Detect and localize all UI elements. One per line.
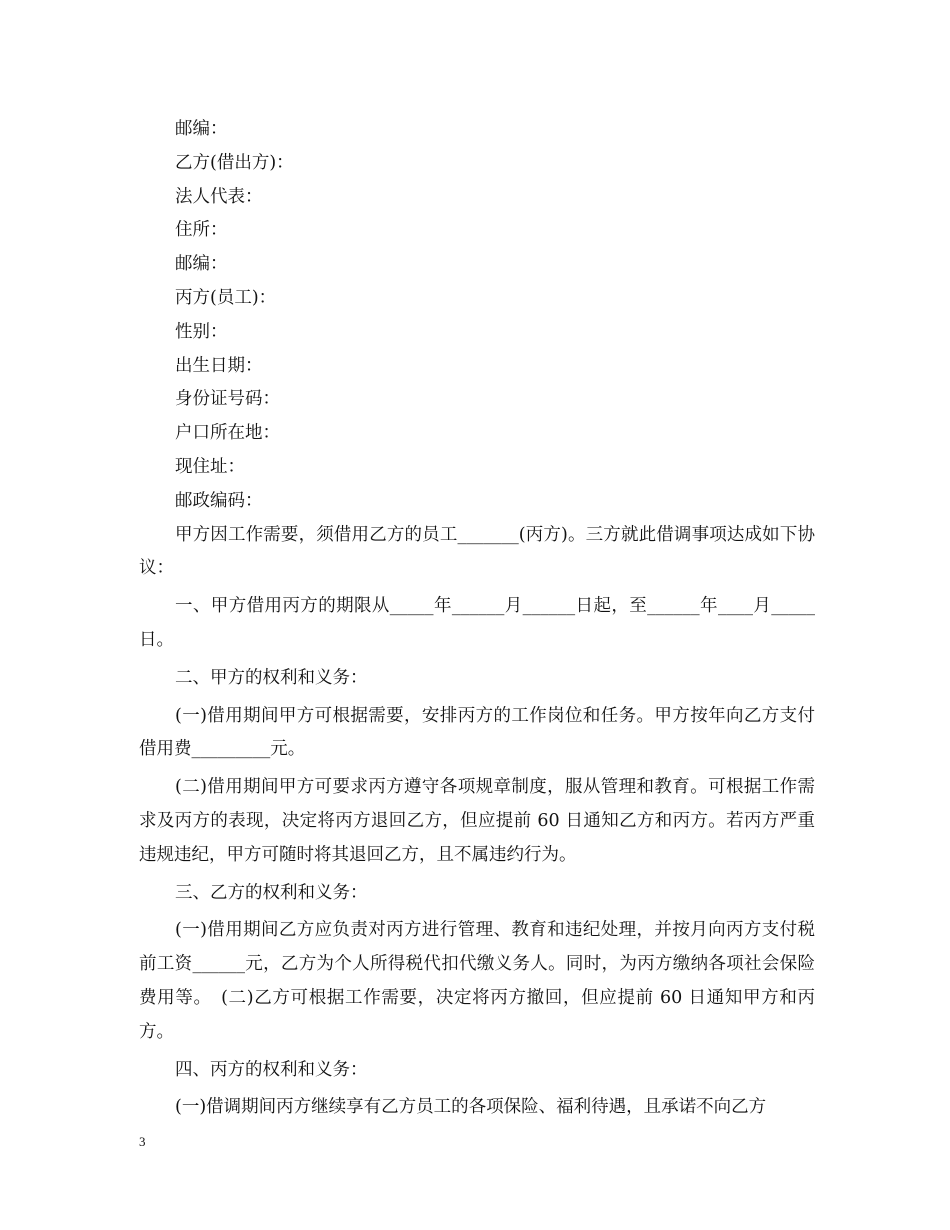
paragraph-party-b-clauses: (一)借用期间乙方应负责对丙方进行管理、教育和违纪处理，并按月向丙方支付税前工资______元，乙方为个人所得税代扣代缴义务人。同时，为丙方缴纳各项社会保险费用等。 (二)乙方可根据工作需要，决定将丙方撤回，但应提前 60 日通知甲方和丙方。: [139, 920, 815, 1042]
field-postcode-b: 邮编：: [175, 254, 228, 275]
paragraph-party-a-clause-2: (二)借用期间甲方可要求丙方遵守各项规章制度，服从管理和教育。可根据工作需求及丙方的表现，决定将丙方退回乙方，但应提前 60 日通知乙方和丙方。若丙方严重违规违纪，甲方可随时将其退回乙方，且不属违约行为。: [139, 777, 815, 865]
field-postcode-a: 邮编：: [175, 119, 228, 139]
field-birth-date: 出生日期：: [175, 355, 263, 376]
heading-party-a-rights: 二、甲方的权利和义务：: [175, 667, 368, 688]
field-household-registration: 户口所在地：: [175, 423, 280, 444]
page-number: 3: [139, 1134, 146, 1149]
field-current-address: 现住址：: [175, 456, 245, 477]
field-gender: 性别：: [175, 321, 228, 342]
paragraph-party-c-clause-1: (一)借调期间丙方继续享有乙方员工的各项保险、福利待遇，且承诺不向乙方: [175, 1097, 767, 1118]
paragraph-party-a-clause-1: (一)借用期间甲方可根据需要，安排丙方的工作岗位和任务。甲方按年向乙方支付借用费_________元。: [139, 705, 815, 760]
field-party-c: 丙方(员工)：: [175, 287, 277, 308]
field-postal-code: 邮政编码：: [175, 490, 263, 511]
field-address: 住所：: [175, 220, 228, 241]
field-id-number: 身份证号码：: [175, 389, 280, 410]
field-party-b: 乙方(借出方)：: [175, 152, 294, 173]
document-body: [139, 113, 815, 1125]
paragraph-term: 一、甲方借用丙方的期限从_____年______月______日起，至______年____月_____日。: [139, 596, 815, 650]
paragraph-intro: 甲方因工作需要，须借用乙方的员工_______(丙方)。三方就此借调事项达成如下协议：: [139, 524, 815, 579]
field-legal-rep: 法人代表：: [175, 186, 263, 207]
heading-party-c-rights: 四、丙方的权利和义务：: [175, 1059, 368, 1080]
heading-party-b-rights: 三、乙方的权利和义务：: [175, 882, 368, 903]
